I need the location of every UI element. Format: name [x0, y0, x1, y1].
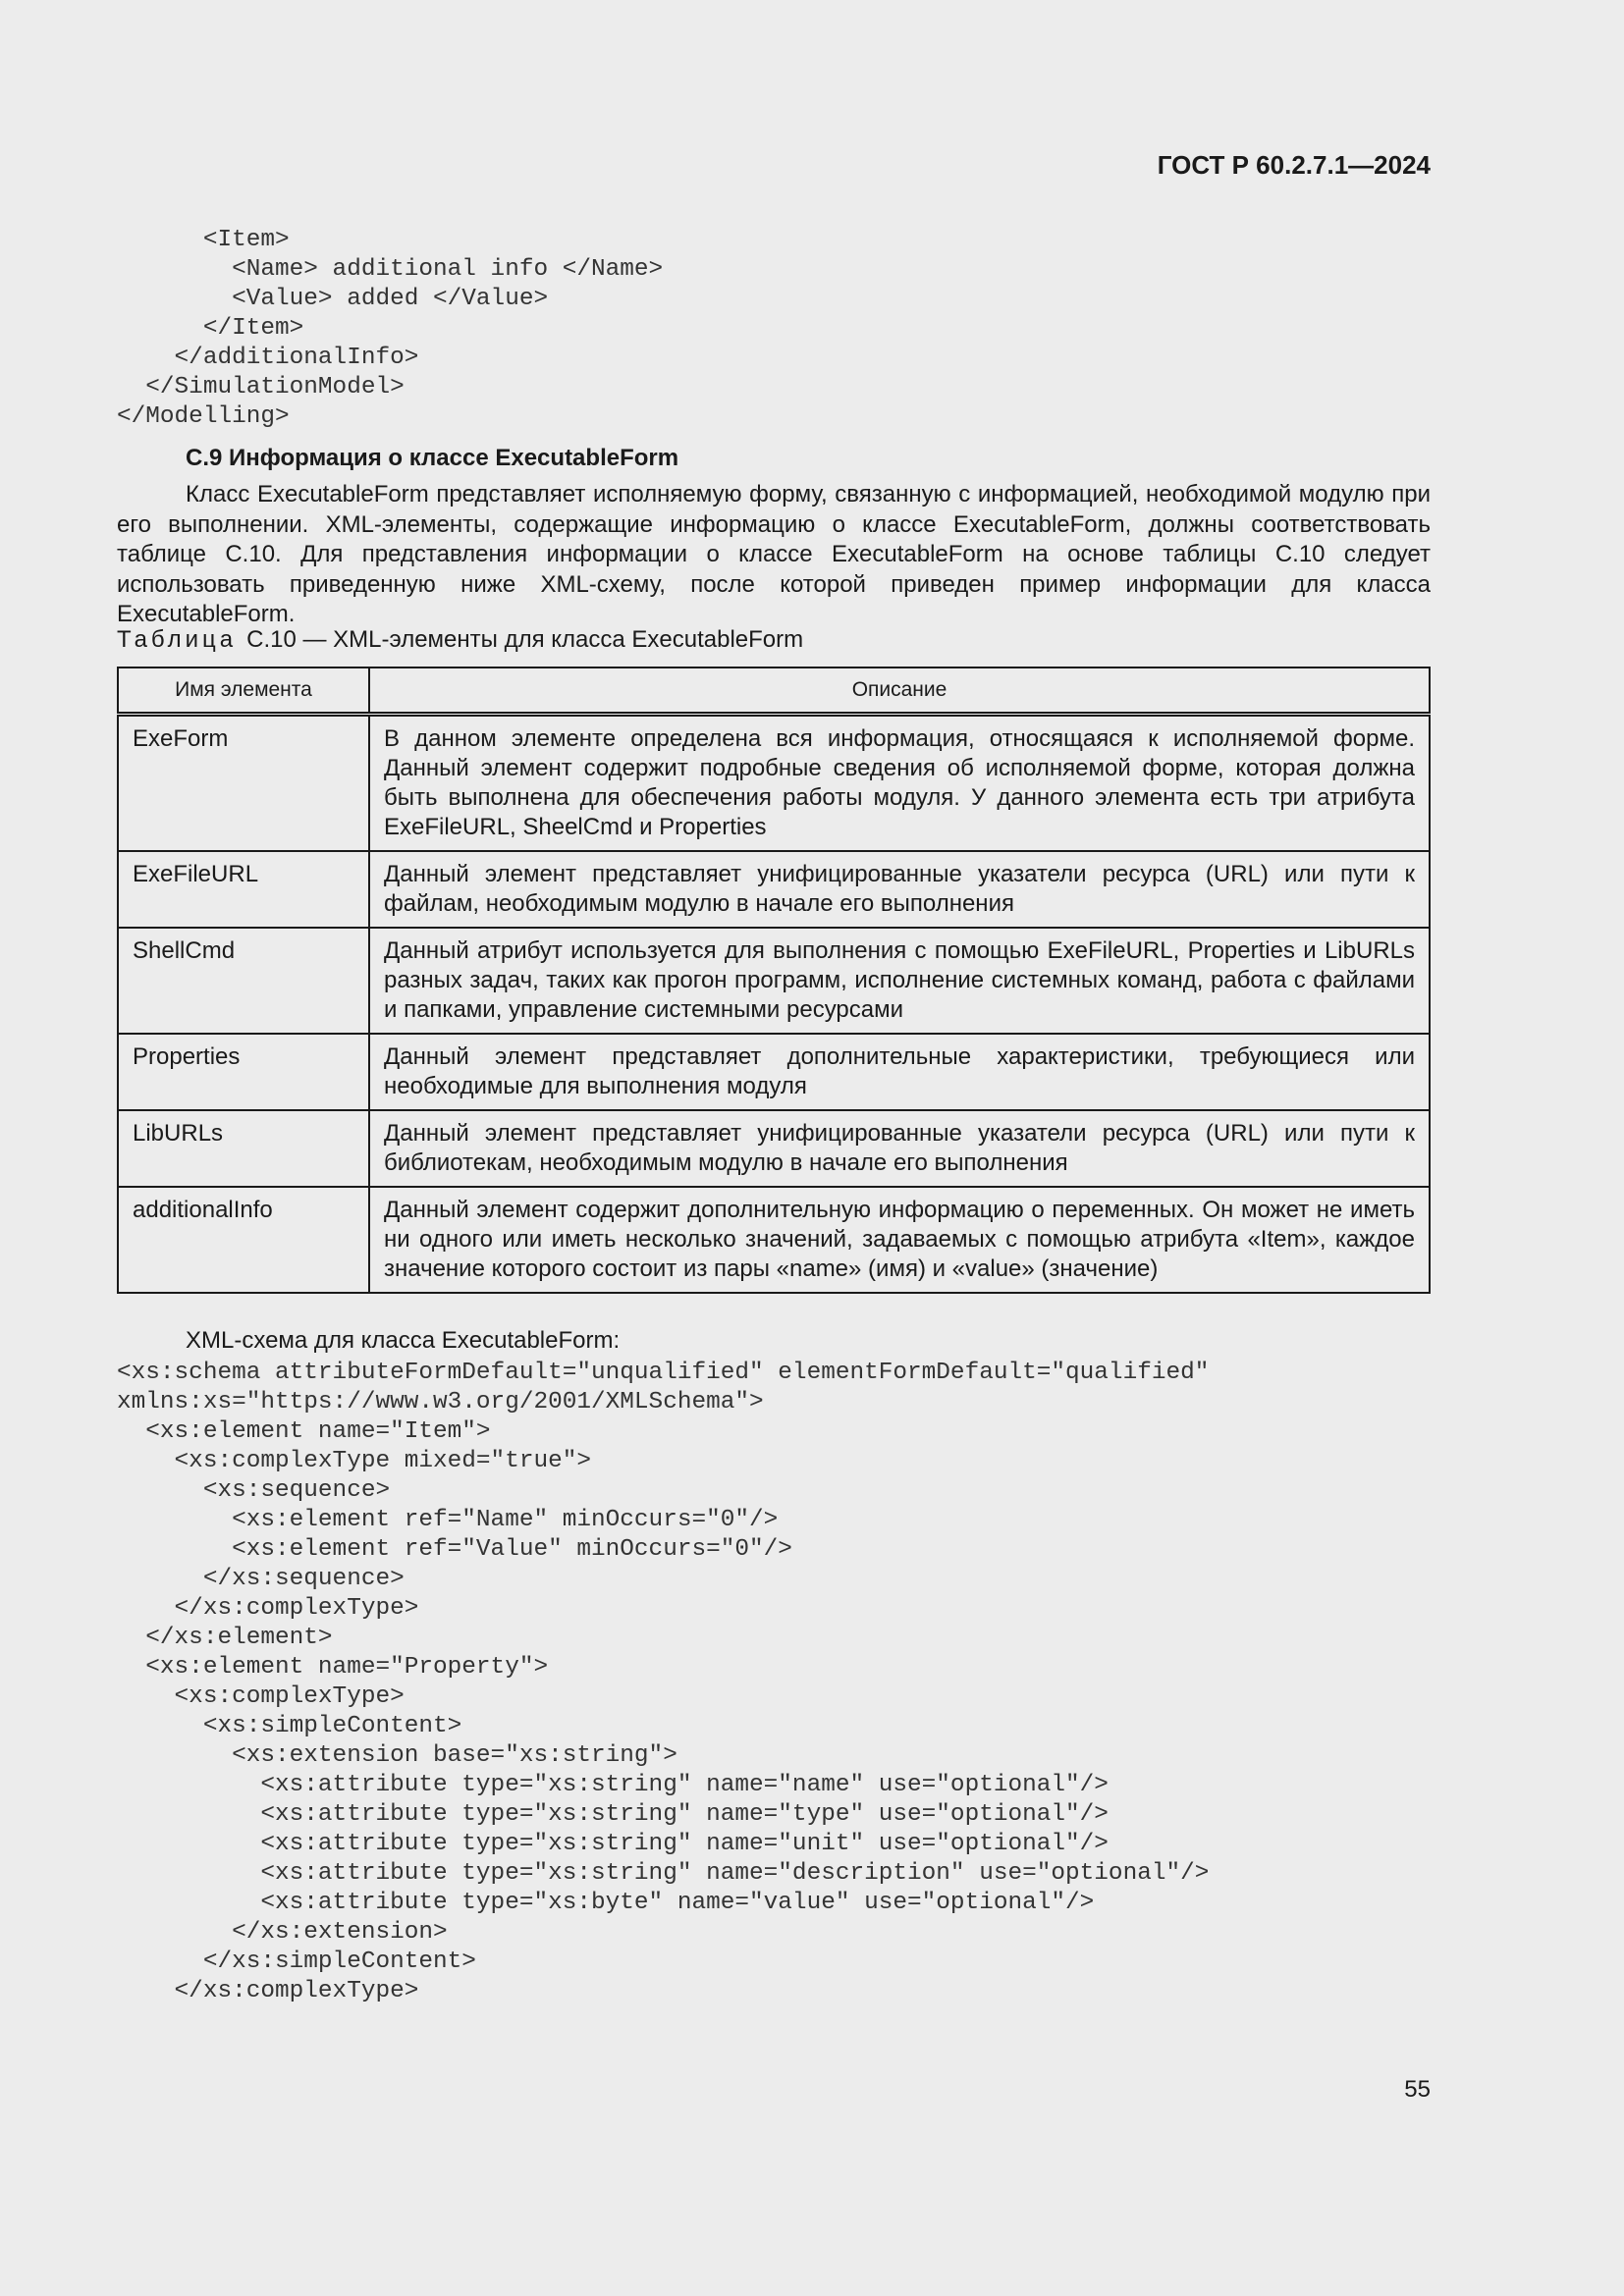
- element-name-cell: Properties: [118, 1034, 369, 1110]
- code-line: </xs:extension>: [117, 1919, 448, 1946]
- elements-table: [117, 667, 1431, 1294]
- element-name-cell: ShellCmd: [118, 928, 369, 1034]
- element-description-cell: В данном элементе определена вся информация, относящаяся к исполняемой форме. Данный элемент содержит подробные сведения об исполняемой форме, которая должна быть выполнена для обеспечения работы модуля. У данного элемента есть три атрибута ExeFileURL, SheelCmd и Properties: [369, 715, 1430, 852]
- code-line: </Modelling>: [117, 403, 290, 430]
- code-line: <xs:element ref="Name" minOccurs="0"/>: [117, 1507, 779, 1533]
- table-row: [118, 715, 1430, 852]
- column-header-description: Описание: [369, 667, 1430, 715]
- section-title: С.9 Информация о классе ExecutableForm: [186, 445, 679, 471]
- document-id-header: ГОСТ Р 60.2.7.1—2024: [1157, 150, 1431, 180]
- code-line: <xs:complexType mixed="true">: [117, 1448, 592, 1474]
- column-header-name: Имя элемента: [118, 667, 369, 715]
- code-line: <xs:attribute type="xs:string" name="name" use="optional"/>: [117, 1772, 1109, 1798]
- table-row: [118, 1034, 1430, 1110]
- code-line: <xs:attribute type="xs:string" name="description" use="optional"/>: [117, 1860, 1210, 1887]
- code-line: <Item>: [117, 227, 290, 253]
- element-description-cell: Данный элемент представляет дополнительные характеристики, требующиеся или необходимые для выполнения модуля: [369, 1034, 1430, 1110]
- code-line: <xs:attribute type="xs:byte" name="value" use="optional"/>: [117, 1890, 1095, 1916]
- xml-code-block-top: [117, 226, 663, 432]
- table-row: [118, 1187, 1430, 1293]
- table-caption: [117, 624, 803, 656]
- code-line: <xs:element name="Item">: [117, 1418, 491, 1445]
- code-line: <xs:attribute type="xs:string" name="type" use="optional"/>: [117, 1801, 1109, 1828]
- element-description-cell: Данный элемент представляет унифицированные указатели ресурса (URL) или пути к файлам, необходимым модулю в начале его выполнения: [369, 851, 1430, 928]
- code-line: </xs:sequence>: [117, 1566, 405, 1592]
- code-line: <Value> added </Value>: [117, 286, 549, 312]
- code-line: <xs:complexType>: [117, 1683, 405, 1710]
- table-caption-text: С.10 — XML-элементы для класса ExecutableForm: [246, 626, 804, 653]
- schema-label: XML-схема для класса ExecutableForm:: [186, 1327, 621, 1354]
- table-header-row: [118, 667, 1430, 715]
- section-paragraph: Класс ExecutableForm представляет исполняемую форму, связанную с информацией, необходимой модулю при его выполнении. XML-элементы, содержащие информацию о классе ExecutableForm, должны соответствовать таблице С.10. Для представления информации о классе ExecutableForm на основе таблицы С.10 следует использовать приведенную ниже XML-схему, после которой приведен пример информации для класса ExecutableForm.: [117, 481, 1431, 627]
- table-row: [118, 851, 1430, 928]
- code-line: <xs:attribute type="xs:string" name="unit" use="optional"/>: [117, 1831, 1109, 1857]
- code-line: <xs:sequence>: [117, 1477, 391, 1504]
- table-caption-label: Таблица: [117, 626, 238, 653]
- element-name-cell: additionalInfo: [118, 1187, 369, 1293]
- code-line: </xs:complexType>: [117, 1595, 419, 1622]
- element-description-cell: Данный элемент содержит дополнительную информацию о переменных. Он может не иметь ни одного или иметь несколько значений, задаваемых с помощью атрибута «Item», каждое значение которого состоит из пары «name» (имя) и «value» (значение): [369, 1187, 1430, 1293]
- code-line: xmlns:xs="https://www.w3.org/2001/XMLSchema">: [117, 1389, 764, 1415]
- code-line: </Item>: [117, 315, 304, 342]
- element-description-cell: Данный элемент представляет унифицированные указатели ресурса (URL) или пути к библиотекам, необходимым модулю в начале его выполнения: [369, 1110, 1430, 1187]
- code-line: <xs:simpleContent>: [117, 1713, 462, 1739]
- code-line: </xs:element>: [117, 1625, 333, 1651]
- element-name-cell: ExeForm: [118, 715, 369, 852]
- code-line: <xs:extension base="xs:string">: [117, 1742, 677, 1769]
- code-line: </additionalInfo>: [117, 345, 419, 371]
- code-line: </xs:complexType>: [117, 1978, 419, 2004]
- element-description-cell: Данный атрибут используется для выполнения с помощью ExeFileURL, Properties и LibURLs разных задач, таких как прогон программ, исполнение системных команд, работа с файлами и папками, управление системными ресурсами: [369, 928, 1430, 1034]
- page-number: 55: [1404, 2076, 1431, 2103]
- code-line: <xs:element ref="Value" minOccurs="0"/>: [117, 1536, 792, 1563]
- code-line: </xs:simpleContent>: [117, 1949, 476, 1975]
- element-name-cell: LibURLs: [118, 1110, 369, 1187]
- code-line: <xs:schema attributeFormDefault="unqualified" elementFormDefault="qualified": [117, 1360, 1210, 1386]
- table-row: [118, 1110, 1430, 1187]
- code-line: </SimulationModel>: [117, 374, 405, 400]
- xml-schema-code-block: [117, 1359, 1209, 2006]
- table-row: [118, 928, 1430, 1034]
- code-line: <xs:element name="Property">: [117, 1654, 549, 1681]
- code-line: <Name> additional info </Name>: [117, 256, 664, 283]
- element-name-cell: ExeFileURL: [118, 851, 369, 928]
